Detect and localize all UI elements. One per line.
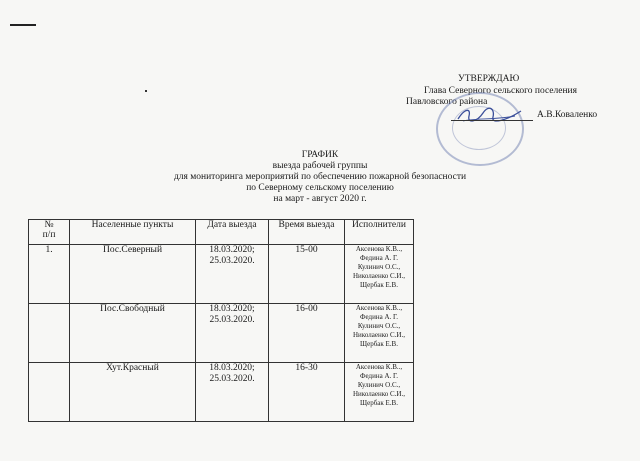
header-executors: Исполнители <box>345 220 414 245</box>
table-header-row <box>29 220 414 245</box>
date-line: 25.03.2020. <box>209 256 255 266</box>
table-row <box>29 304 414 363</box>
cell-settlement: Хут.Красный <box>70 363 196 422</box>
cell-date <box>196 304 269 363</box>
cell-settlement: Пос.Северный <box>70 245 196 304</box>
approval-district: Павловского района <box>406 97 488 107</box>
header-date: Дата выезда <box>196 220 269 245</box>
document-subtitle-2: для мониторинга мероприятий по обеспечению пожарной безопасности <box>173 172 467 182</box>
scan-speck <box>145 90 147 92</box>
executor-name: Николаенко С.И., <box>353 390 405 398</box>
cell-executors <box>345 245 414 304</box>
approver-name: А.В.Коваленко <box>537 110 598 120</box>
document-title: ГРАФИК <box>301 150 339 160</box>
approval-position: Глава Северного сельского поселения <box>424 86 577 96</box>
cell-number <box>29 363 70 422</box>
date-line: 18.03.2020; <box>209 304 255 314</box>
cell-date <box>196 363 269 422</box>
date-line: 18.03.2020; <box>209 363 255 373</box>
table-row <box>29 363 414 422</box>
header-settlement: Населенные пункты <box>70 220 196 245</box>
date-line: 25.03.2020. <box>209 374 255 384</box>
cell-time: 15-00 <box>269 245 345 304</box>
signature-icon <box>455 104 525 126</box>
executor-name: Щербак Е.В. <box>360 399 398 407</box>
corner-mark <box>10 24 36 26</box>
document-subtitle-3: по Северному сельскому поселению <box>246 183 394 193</box>
cell-number <box>29 304 70 363</box>
header-number-line1: № <box>44 220 54 230</box>
header-number-line2: п/п <box>42 230 56 240</box>
cell-time: 16-30 <box>269 363 345 422</box>
executor-name: Щербак Е.В. <box>360 340 398 348</box>
table-row <box>29 245 414 304</box>
executor-name: Федина А. Г. <box>359 313 399 321</box>
date-line: 25.03.2020. <box>209 315 255 325</box>
executor-name: Николаенко С.И., <box>353 331 405 339</box>
header-time: Время выезда <box>269 220 345 245</box>
document-subtitle-1: выезда рабочей группы <box>272 161 368 171</box>
executor-name: Николаенко С.И., <box>353 272 405 280</box>
executor-name: Аксенова К.В.., <box>355 245 403 253</box>
schedule-table <box>28 219 414 422</box>
executor-name: Аксенова К.В.., <box>355 363 403 371</box>
cell-executors <box>345 363 414 422</box>
executor-name: Федина А. Г. <box>359 372 399 380</box>
cell-date <box>196 245 269 304</box>
date-line: 18.03.2020; <box>209 245 255 255</box>
executor-name: Кулинич О.С., <box>357 381 401 389</box>
document-period: на март - август 2020 г. <box>273 194 367 204</box>
cell-number: 1. <box>29 245 70 304</box>
executor-name: Щербак Е.В. <box>360 281 398 289</box>
executor-name: Федина А. Г. <box>359 254 399 262</box>
cell-executors <box>345 304 414 363</box>
cell-settlement: Пос.Свободный <box>70 304 196 363</box>
cell-time: 16-00 <box>269 304 345 363</box>
header-number <box>29 220 70 245</box>
executor-name: Кулинич О.С., <box>357 322 401 330</box>
executor-name: Кулинич О.С., <box>357 263 401 271</box>
approval-title: УТВЕРЖДАЮ <box>458 74 520 84</box>
executor-name: Аксенова К.В.., <box>355 304 403 312</box>
signature-line <box>451 120 533 121</box>
